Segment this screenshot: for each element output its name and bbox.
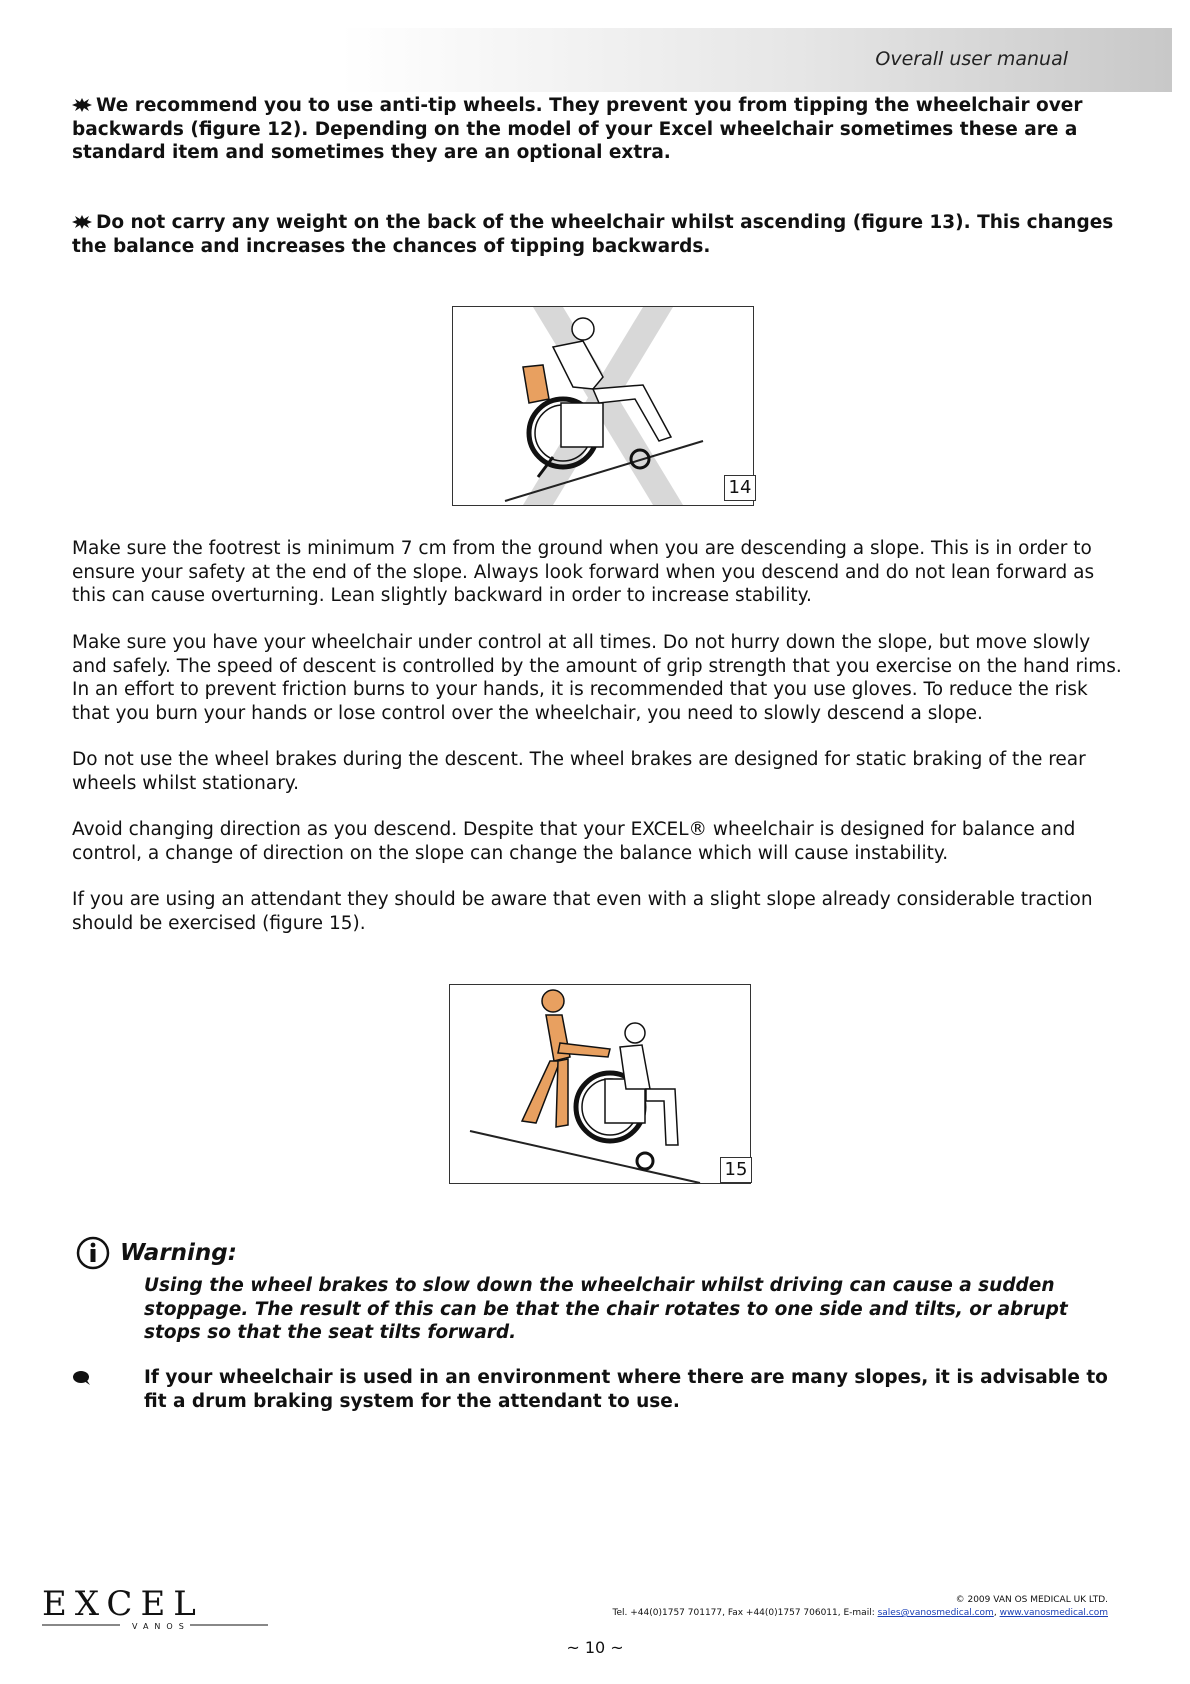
figure-number: 15	[720, 1157, 752, 1183]
warning-title: Warning:	[120, 1240, 237, 1266]
copyright: © 2009 VAN OS MEDICAL UK LTD.	[955, 1595, 1108, 1605]
info-circle-icon	[76, 1236, 110, 1270]
paragraph-direction: Avoid changing direction as you descend. Despite that your EXCEL® wheelchair is designed for balance and control, a change of direction on the slope can change the balance which will cause instability.	[72, 819, 1076, 864]
contact-line: Tel. +44(0)1757 701177, Fax +44(0)1757 706011, E-mail: sales@vanosmedical.com, www.vanosmedical.com	[612, 1608, 1108, 1618]
header-title: Overall user manual	[875, 48, 1068, 70]
email-link[interactable]: sales@vanosmedical.com	[877, 1608, 994, 1618]
figure-15	[449, 984, 751, 1184]
excel-logo-graphic	[40, 1585, 270, 1633]
paragraph-attendant: If you are using an attendant they should be aware that even with a slight slope already considerable traction should be exercised (figure 15).	[72, 889, 1093, 934]
excel-logo	[40, 1585, 270, 1637]
website-link[interactable]: www.vanosmedical.com	[999, 1608, 1108, 1618]
attendant-illustration	[450, 985, 750, 1183]
warning-heading	[76, 1236, 237, 1270]
paragraph-brakes: Do not use the wheel brakes during the descent. The wheel brakes are designed for static braking of the rear wheels whilst stationary.	[72, 749, 1086, 794]
paragraph-footrest: Make sure the footrest is minimum 7 cm from the ground when you are descending a slope. This is in order to ensure your safety at the end of the slope. Always look forward when you descend and do not lean forward as this can cause overturning. Lean slightly backward in order to increase stability.	[72, 538, 1095, 606]
warning-text: Using the wheel brakes to slow down the wheelchair whilst driving can cause a sudden stoppage. The result of this can be that the chair rotates to one side and tilts, or abrupt stops so that the seat tilts forward.	[144, 1275, 1068, 1343]
logo-subtitle: VANOS	[132, 1622, 190, 1631]
footer-contact	[613, 1594, 1108, 1620]
page-number: ~ 10 ~	[566, 1638, 624, 1657]
logo-wordmark: EXCEL	[42, 1585, 204, 1624]
star-burst-icon	[72, 215, 92, 229]
note-text: If your wheelchair is used in an environment where there are many slopes, it is advisable to fit a drum braking system for the attendant to use.	[144, 1367, 1108, 1412]
paragraph-weight	[72, 211, 1122, 258]
wheelchair-descent-illustration	[453, 307, 753, 505]
figure-14	[452, 306, 754, 506]
contact-prefix: Tel. +44(0)1757 701177, Fax +44(0)1757 706011, E-mail:	[612, 1608, 878, 1618]
paragraph-text: Do not carry any weight on the back of the wheelchair whilst ascending (figure 13). This changes the balance and increases the chances of tipping backwards.	[72, 212, 1114, 257]
paragraph-anti-tip	[72, 94, 1122, 165]
figure-number: 14	[724, 475, 756, 501]
note-bubble-icon	[72, 1370, 92, 1386]
paragraph-text: We recommend you to use anti-tip wheels. They prevent you from tipping the wheelchair over backwards (figure 12). Depending on the model of your Excel wheelchair sometimes these are a standard item and sometimes they are an optional extra.	[72, 95, 1083, 163]
paragraph-control: Make sure you have your wheelchair under control at all times. Do not hurry down the slope, but move slowly and safely. The speed of descent is controlled by the amount of grip strength that you exercise on the hand rims. In an effort to prevent friction burns to your hands, it is recommended that you use gloves. To reduce the risk that you burn your hands or lose control over the wheelchair, you need to slowly descend a slope.	[72, 632, 1122, 724]
star-burst-icon	[72, 98, 92, 112]
